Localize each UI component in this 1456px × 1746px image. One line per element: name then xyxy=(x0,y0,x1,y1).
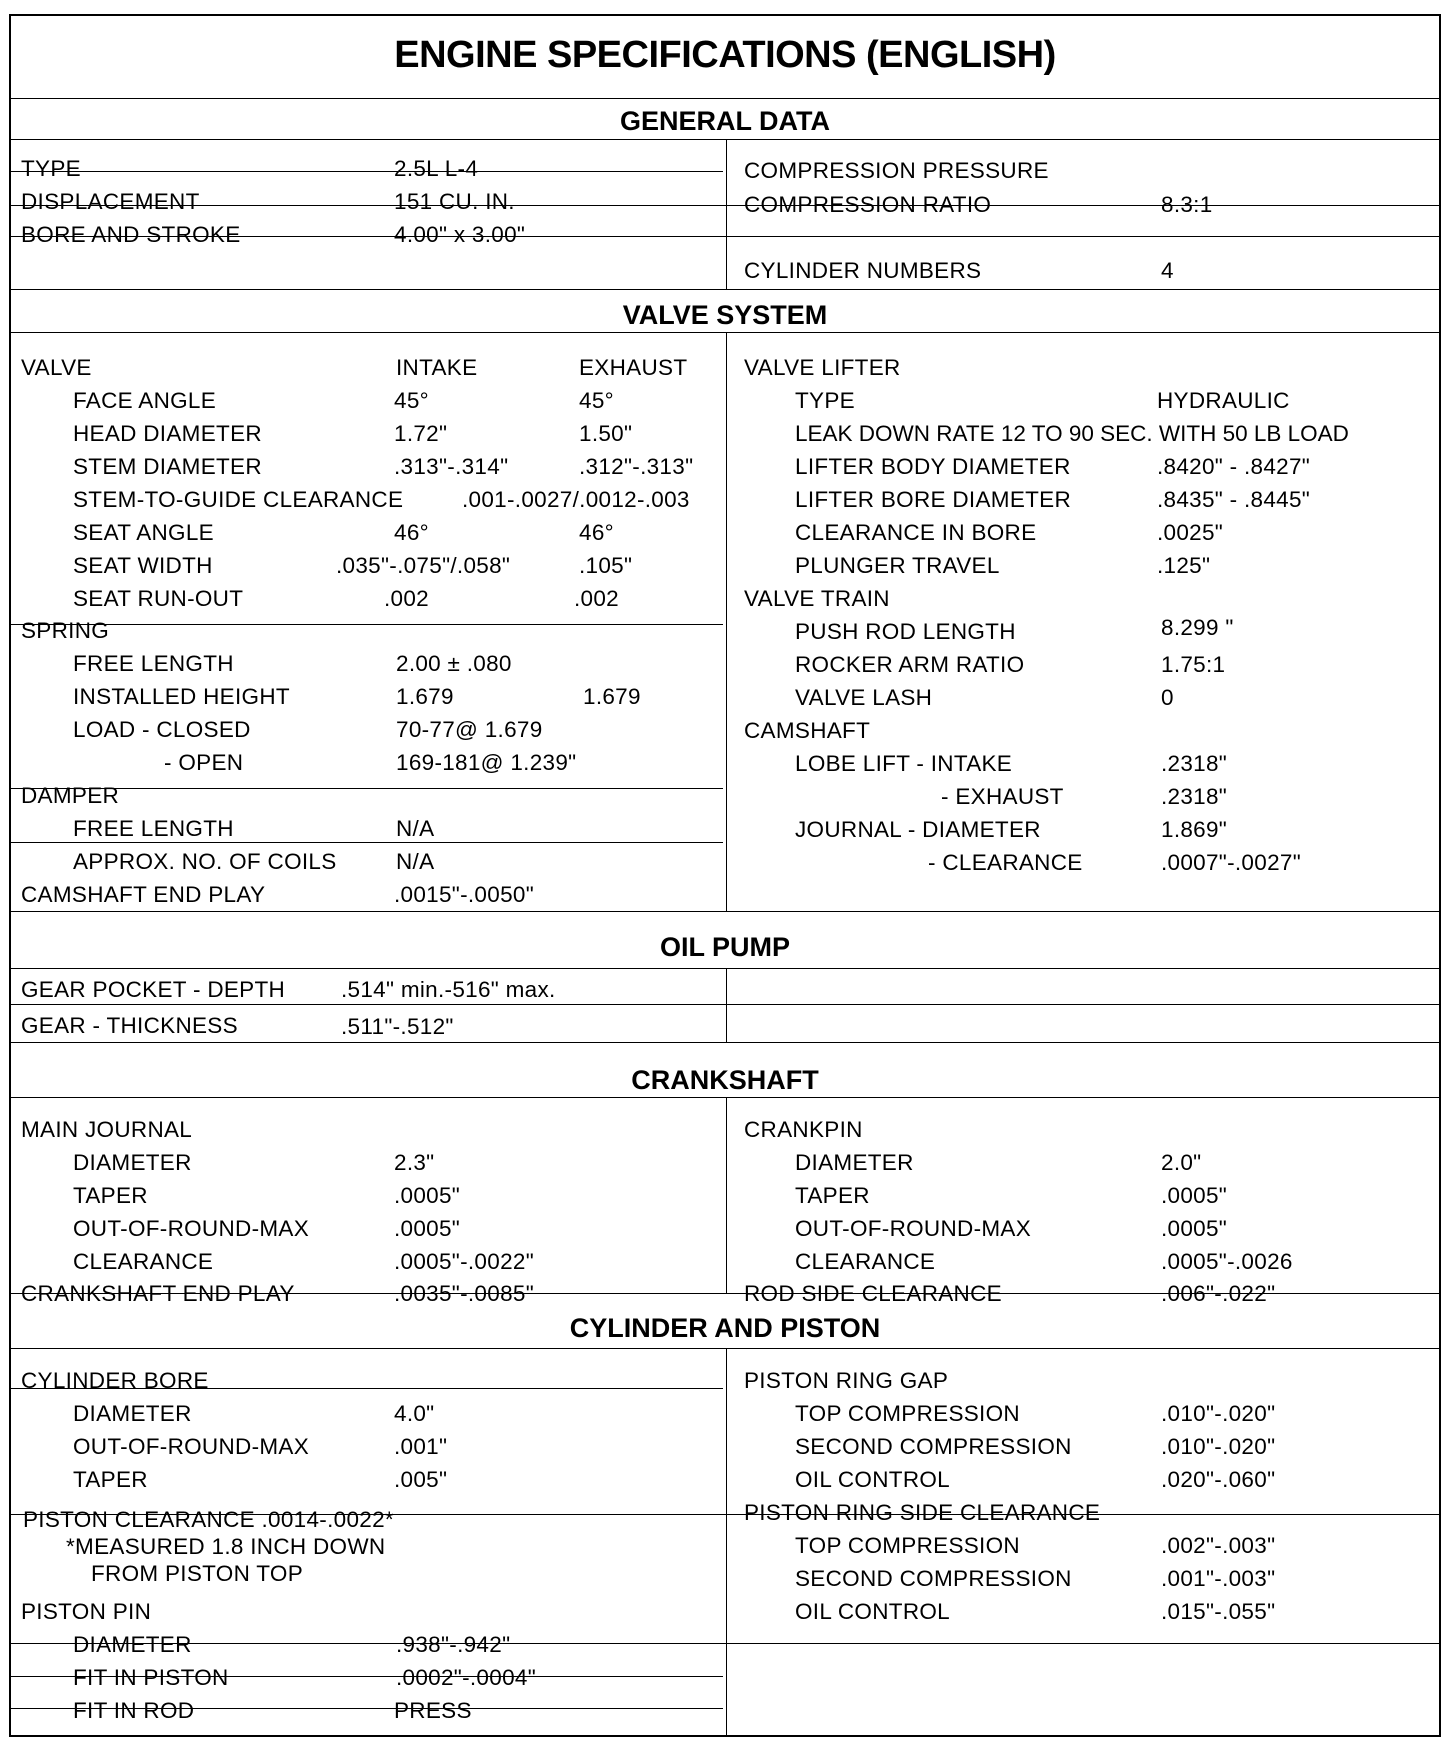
value-type: 2.5L L-4 xyxy=(394,156,479,181)
page-title: ENGINE SPECIFICATIONS (ENGLISH) xyxy=(394,34,1056,76)
rule xyxy=(11,968,1439,969)
header-intake: INTAKE xyxy=(396,355,478,380)
value-clearance-in-bore: .0025" xyxy=(1157,520,1224,545)
note-from-piston-top: FROM PISTON TOP xyxy=(91,1561,304,1586)
label-crankpin-diameter: DIAMETER xyxy=(795,1150,914,1175)
note-measured: *MEASURED 1.8 INCH DOWN xyxy=(66,1534,386,1559)
label-gear-thickness: GEAR - THICKNESS xyxy=(21,1013,238,1038)
label-bore-out-of-round: OUT-OF-ROUND-MAX xyxy=(73,1434,310,1459)
value-lobe-lift-intake: .2318" xyxy=(1161,751,1228,776)
value-main-taper: .0005" xyxy=(394,1183,461,1208)
label-valve: VALVE xyxy=(21,355,92,380)
value-displacement: 151 CU. IN. xyxy=(394,189,515,214)
value-cylinder-numbers: 4 xyxy=(1161,258,1174,283)
value-fit-in-rod: PRESS xyxy=(394,1698,472,1723)
label-gear-pocket-depth: GEAR POCKET - DEPTH xyxy=(21,977,286,1002)
label-pin-diameter: DIAMETER xyxy=(73,1632,192,1657)
label-crankpin-taper: TAPER xyxy=(795,1183,870,1208)
value-damper-free-length: N/A xyxy=(396,816,435,841)
label-cylinder-numbers: CYLINDER NUMBERS xyxy=(744,258,982,283)
rule xyxy=(11,911,1439,912)
label-gap-top-compression: TOP COMPRESSION xyxy=(795,1401,1020,1426)
value-main-clearance: .0005"-.0022" xyxy=(394,1249,534,1274)
section-valve-system: VALVE SYSTEM xyxy=(622,300,828,330)
label-rocker-arm-ratio: ROCKER ARM RATIO xyxy=(795,652,1025,677)
value-camshaft-end-play: .0015"-.0050" xyxy=(394,882,534,907)
rule xyxy=(11,1348,1439,1349)
label-clearance-in-bore: CLEARANCE IN BORE xyxy=(795,520,1037,545)
label-journal-diameter: JOURNAL - DIAMETER xyxy=(795,817,1041,842)
value-bore-diameter: 4.0" xyxy=(394,1401,435,1426)
label-leak-down-rate: LEAK DOWN RATE 12 TO 90 SEC. WITH 50 LB LOAD xyxy=(795,421,1349,446)
value-lifter-body-diameter: .8420" - .8427" xyxy=(1157,454,1311,479)
value-bore-and-stroke: 4.00" x 3.00" xyxy=(394,222,526,247)
value-spring-free-length: 2.00 ± .080 xyxy=(396,651,512,676)
rule xyxy=(11,1004,1439,1005)
label-gap-second-compression: SECOND COMPRESSION xyxy=(795,1434,1072,1459)
section-crankshaft: CRANKSHAFT xyxy=(631,1065,819,1095)
section-cylinder-and-piston: CYLINDER AND PISTON xyxy=(569,1313,881,1343)
spec-sheet xyxy=(9,14,1441,1737)
value-seat-width-intake: .035"-.075"/.058" xyxy=(336,553,511,578)
value-lifter-type: HYDRAULIC xyxy=(1157,388,1290,413)
value-gear-thickness: .511"-.512" xyxy=(341,1014,454,1039)
value-gear-pocket-depth: .514" min.-516" max. xyxy=(341,977,556,1002)
label-crankpin: CRANKPIN xyxy=(744,1117,863,1142)
value-journal-clearance: .0007"-.0027" xyxy=(1161,850,1301,875)
rule xyxy=(11,289,1439,290)
value-stem-diameter-intake: .313"-.314" xyxy=(394,454,509,479)
label-valve-train: VALVE TRAIN xyxy=(744,586,890,611)
column-divider xyxy=(726,968,727,1042)
label-compression-ratio: COMPRESSION RATIO xyxy=(744,192,992,217)
label-side-oil-control: OIL CONTROL xyxy=(795,1599,950,1624)
label-seat-width: SEAT WIDTH xyxy=(73,553,213,578)
value-seat-width-exhaust: .105" xyxy=(579,553,633,578)
value-crankpin-clearance: .0005"-.0026 xyxy=(1161,1249,1293,1274)
value-bore-out-of-round: .001" xyxy=(394,1434,448,1459)
label-gap-oil-control: OIL CONTROL xyxy=(795,1467,950,1492)
label-compression-pressure: COMPRESSION PRESSURE xyxy=(744,158,1049,183)
column-divider xyxy=(726,139,727,289)
value-crankpin-out-of-round: .0005" xyxy=(1161,1216,1228,1241)
label-side-second-compression: SECOND COMPRESSION xyxy=(795,1566,1072,1591)
section-oil-pump: OIL PUMP xyxy=(659,932,791,962)
label-approx-coils: APPROX. NO. OF COILS xyxy=(73,849,337,874)
label-spring-free-length: FREE LENGTH xyxy=(73,651,234,676)
label-main-out-of-round: OUT-OF-ROUND-MAX xyxy=(73,1216,310,1241)
value-seat-run-out-exhaust: .002 xyxy=(574,586,619,611)
section-general-data: GENERAL DATA xyxy=(619,106,830,136)
label-piston-clearance: PISTON CLEARANCE .0014-.0022* xyxy=(23,1507,394,1532)
column-divider xyxy=(726,332,727,911)
label-lobe-lift-intake: LOBE LIFT - INTAKE xyxy=(795,751,1013,776)
value-load-open: 169-181@ 1.239" xyxy=(396,750,577,775)
label-load-closed: LOAD - CLOSED xyxy=(73,717,251,742)
label-piston-pin: PISTON PIN xyxy=(21,1599,152,1624)
value-installed-height-intake: 1.679 xyxy=(396,684,454,709)
value-crankpin-diameter: 2.0" xyxy=(1161,1150,1202,1175)
label-lifter-bore-diameter: LIFTER BORE DIAMETER xyxy=(795,487,1072,512)
value-compression-ratio: 8.3:1 xyxy=(1161,192,1213,217)
value-plunger-travel: .125" xyxy=(1157,553,1211,578)
label-lifter-type: TYPE xyxy=(795,388,855,413)
value-stem-to-guide-clearance: .001-.0027/.0012-.003 xyxy=(462,487,690,512)
label-load-open: - OPEN xyxy=(164,750,244,775)
label-bore-diameter: DIAMETER xyxy=(73,1401,192,1426)
label-camshaft: CAMSHAFT xyxy=(744,718,871,743)
header-exhaust: EXHAUST xyxy=(579,355,688,380)
label-side-top-compression: TOP COMPRESSION xyxy=(795,1533,1020,1558)
value-gap-top-compression: .010"-.020" xyxy=(1161,1401,1276,1426)
rule xyxy=(11,332,1439,333)
value-lobe-lift-exhaust: .2318" xyxy=(1161,784,1228,809)
label-journal-clearance: - CLEARANCE xyxy=(928,850,1083,875)
label-main-clearance: CLEARANCE xyxy=(73,1249,214,1274)
value-valve-lash: 0 xyxy=(1161,685,1174,710)
label-lifter-body-diameter: LIFTER BODY DIAMETER xyxy=(795,454,1071,479)
rule xyxy=(11,171,723,172)
label-main-taper: TAPER xyxy=(73,1183,148,1208)
value-seat-angle-exhaust: 46° xyxy=(579,520,614,545)
label-main-journal: MAIN JOURNAL xyxy=(21,1117,193,1142)
label-valve-lash: VALVE LASH xyxy=(795,685,933,710)
column-divider xyxy=(726,1097,727,1293)
value-rocker-arm-ratio: 1.75:1 xyxy=(1161,652,1226,677)
label-crankpin-out-of-round: OUT-OF-ROUND-MAX xyxy=(795,1216,1032,1241)
value-crankshaft-end-play: .0035"-.0085" xyxy=(394,1281,534,1306)
label-piston-ring-side-clearance: PISTON RING SIDE CLEARANCE xyxy=(744,1500,1101,1525)
label-type: TYPE xyxy=(21,156,81,181)
rule xyxy=(11,1643,1439,1644)
label-stem-diameter: STEM DIAMETER xyxy=(73,454,262,479)
label-spring: SPRING xyxy=(21,618,110,643)
value-gap-oil-control: .020"-.060" xyxy=(1161,1467,1276,1492)
value-load-closed: 70-77@ 1.679 xyxy=(396,717,543,742)
value-installed-height-exhaust: 1.679 xyxy=(583,684,641,709)
label-rod-side-clearance: ROD SIDE CLEARANCE xyxy=(744,1281,1002,1306)
value-gap-second-compression: .010"-.020" xyxy=(1161,1434,1276,1459)
label-cylinder-bore: CYLINDER BORE xyxy=(21,1368,209,1393)
label-installed-height: INSTALLED HEIGHT xyxy=(73,684,290,709)
label-seat-angle: SEAT ANGLE xyxy=(73,520,214,545)
rule xyxy=(11,1097,1439,1098)
value-crankpin-taper: .0005" xyxy=(1161,1183,1228,1208)
rule xyxy=(11,205,1439,206)
value-rod-side-clearance: .006"-.022" xyxy=(1161,1281,1276,1306)
value-side-second-compression: .001"-.003" xyxy=(1161,1566,1276,1591)
value-push-rod-length: 8.299 " xyxy=(1161,615,1234,640)
value-bore-taper: .005" xyxy=(394,1467,448,1492)
rule xyxy=(11,842,723,843)
rule xyxy=(11,98,1439,99)
label-fit-in-rod: FIT IN ROD xyxy=(73,1698,195,1723)
rule xyxy=(11,624,723,625)
label-face-angle: FACE ANGLE xyxy=(73,388,217,413)
value-side-top-compression: .002"-.003" xyxy=(1161,1533,1276,1558)
label-damper-free-length: FREE LENGTH xyxy=(73,816,234,841)
rule xyxy=(11,1042,1439,1043)
label-camshaft-end-play: CAMSHAFT END PLAY xyxy=(21,882,266,907)
value-main-out-of-round: .0005" xyxy=(394,1216,461,1241)
value-stem-diameter-exhaust: .312"-.313" xyxy=(579,454,694,479)
column-divider xyxy=(726,1348,727,1737)
label-piston-ring-gap: PISTON RING GAP xyxy=(744,1368,949,1393)
value-approx-coils: N/A xyxy=(396,849,435,874)
value-fit-in-piston: .0002"-.0004" xyxy=(396,1665,536,1690)
value-pin-diameter: .938"-.942" xyxy=(396,1632,511,1657)
label-damper: DAMPER xyxy=(21,783,120,808)
value-seat-angle-intake: 46° xyxy=(394,520,429,545)
label-lobe-lift-exhaust: - EXHAUST xyxy=(941,784,1064,809)
label-crankpin-clearance: CLEARANCE xyxy=(795,1249,936,1274)
label-bore-taper: TAPER xyxy=(73,1467,148,1492)
label-valve-lifter: VALVE LIFTER xyxy=(744,355,901,380)
label-plunger-travel: PLUNGER TRAVEL xyxy=(795,553,1000,578)
label-seat-run-out: SEAT RUN-OUT xyxy=(73,586,244,611)
label-push-rod-length: PUSH ROD LENGTH xyxy=(795,619,1016,644)
label-displacement: DISPLACEMENT xyxy=(21,189,200,214)
value-lifter-bore-diameter: .8435" - .8445" xyxy=(1157,487,1311,512)
value-face-angle-intake: 45° xyxy=(394,388,429,413)
label-main-diameter: DIAMETER xyxy=(73,1150,192,1175)
value-head-diameter-exhaust: 1.50" xyxy=(579,421,633,446)
label-head-diameter: HEAD DIAMETER xyxy=(73,421,262,446)
value-head-diameter-intake: 1.72" xyxy=(394,421,448,446)
value-seat-run-out-intake: .002 xyxy=(384,586,429,611)
label-crankshaft-end-play: CRANKSHAFT END PLAY xyxy=(21,1281,295,1306)
label-bore-and-stroke: BORE AND STROKE xyxy=(21,222,241,247)
rule xyxy=(11,139,1439,140)
value-side-oil-control: .015"-.055" xyxy=(1161,1599,1276,1624)
label-stem-to-guide-clearance: STEM-TO-GUIDE CLEARANCE xyxy=(73,487,404,512)
label-fit-in-piston: FIT IN PISTON xyxy=(73,1665,229,1690)
value-journal-diameter: 1.869" xyxy=(1161,817,1228,842)
value-face-angle-exhaust: 45° xyxy=(579,388,614,413)
value-main-diameter: 2.3" xyxy=(394,1150,435,1175)
